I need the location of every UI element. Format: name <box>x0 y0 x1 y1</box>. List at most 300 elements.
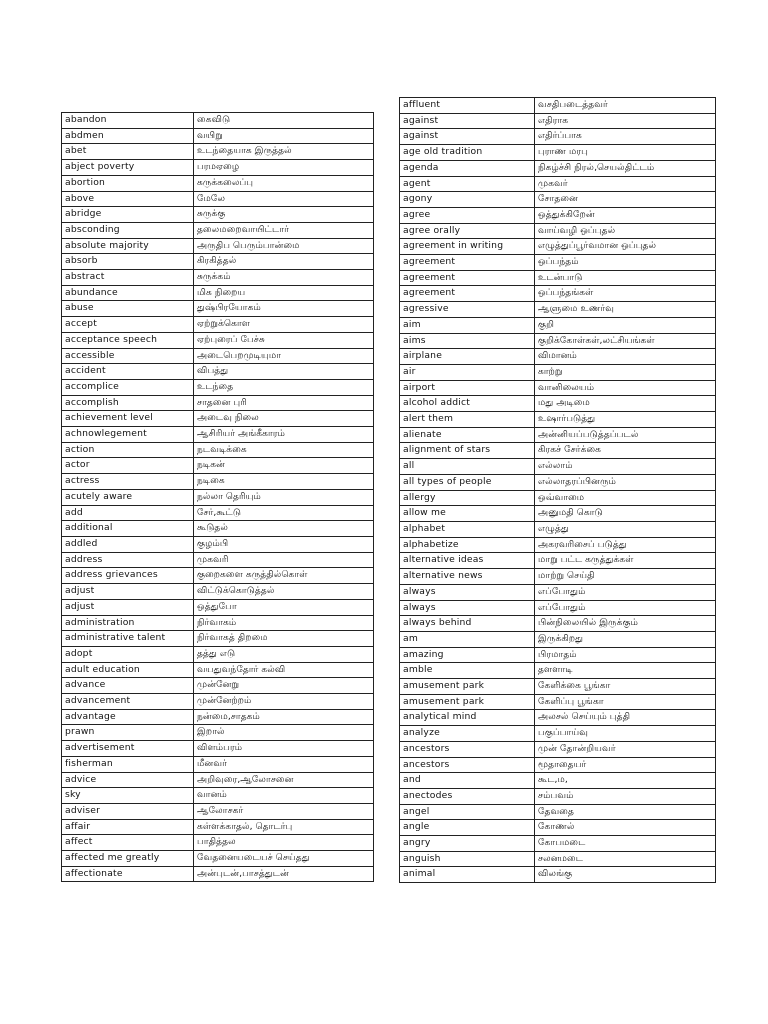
english-word-cell: absorb <box>62 254 194 270</box>
tamil-meaning-cell: அடைபெறமுடியுமா <box>194 348 374 364</box>
table-row <box>62 662 374 678</box>
table-row <box>400 474 716 490</box>
tamil-meaning-cell: அறிவுரை,ஆலோசனை <box>194 772 374 788</box>
tamil-meaning-cell: கள்ளக்காதல், தொடர்பு <box>194 819 374 835</box>
english-word-cell: address <box>62 552 194 568</box>
tamil-meaning-cell: குறைகளை கருத்தில்கொள் <box>194 568 374 584</box>
table-row <box>62 772 374 788</box>
english-word-cell: accept <box>62 317 194 333</box>
tamil-meaning-cell: கேளிக்கை பூங்கா <box>535 679 716 695</box>
table-row <box>62 144 374 160</box>
table-row <box>62 364 374 380</box>
table-row <box>400 223 716 239</box>
tamil-meaning-cell: சம்பவம் <box>535 788 716 804</box>
tamil-meaning-cell: நிர்வாகம் <box>194 615 374 631</box>
tamil-meaning-cell: எதிராக <box>535 113 716 129</box>
tamil-meaning-cell: தேவதை <box>535 804 716 820</box>
right-table-body <box>400 98 716 883</box>
english-word-cell: adjust <box>62 584 194 600</box>
table-row <box>400 255 716 271</box>
english-word-cell: affair <box>62 819 194 835</box>
tamil-meaning-cell: கைவிடு <box>194 113 374 129</box>
tamil-meaning-cell: தத்து எடு <box>194 646 374 662</box>
english-word-cell: affect <box>62 835 194 851</box>
table-row <box>400 317 716 333</box>
table-row <box>400 349 716 365</box>
english-word-cell: actress <box>62 474 194 490</box>
table-row <box>400 631 716 647</box>
english-word-cell: adopt <box>62 646 194 662</box>
table-row <box>400 302 716 318</box>
tamil-meaning-cell: மாற்று செய்தி <box>535 569 716 585</box>
tamil-meaning-cell: மூதாதையர் <box>535 757 716 773</box>
tamil-meaning-cell: சுருக்கம் <box>194 270 374 286</box>
tamil-meaning-cell: முகவர் <box>535 176 716 192</box>
english-word-cell: agreement in writing <box>400 239 535 255</box>
english-word-cell: add <box>62 505 194 521</box>
tamil-meaning-cell: நடிகை <box>194 474 374 490</box>
tamil-meaning-cell: உடன்பாடு <box>535 270 716 286</box>
english-word-cell: agressive <box>400 302 535 318</box>
tamil-meaning-cell: நிர்வாகத் திறமை <box>194 631 374 647</box>
vocabulary-table-left <box>61 112 374 882</box>
english-word-cell: all types of people <box>400 474 535 490</box>
table-row <box>400 773 716 789</box>
english-word-cell: accomplice <box>62 379 194 395</box>
english-word-cell: anguish <box>400 851 535 867</box>
table-row <box>400 647 716 663</box>
english-word-cell: prawn <box>62 725 194 741</box>
english-word-cell: always <box>400 600 535 616</box>
tamil-meaning-cell: சலனமடை <box>535 851 716 867</box>
tamil-meaning-cell: குழம்பி <box>194 536 374 552</box>
tamil-meaning-cell: நடவடிக்கை <box>194 442 374 458</box>
table-row <box>400 239 716 255</box>
table-row <box>62 270 374 286</box>
english-word-cell: alignment of stars <box>400 443 535 459</box>
table-row <box>400 443 716 459</box>
english-word-cell: absconding <box>62 222 194 238</box>
tamil-meaning-cell: மது அடிமை <box>535 396 716 412</box>
english-word-cell: agreement <box>400 255 535 271</box>
english-word-cell: against <box>400 113 535 129</box>
table-row <box>62 615 374 631</box>
english-word-cell: agony <box>400 192 535 208</box>
english-word-cell: anectodes <box>400 788 535 804</box>
english-word-cell: angry <box>400 836 535 852</box>
table-row <box>62 694 374 710</box>
tamil-meaning-cell: தளளாடி <box>535 663 716 679</box>
english-word-cell: action <box>62 442 194 458</box>
english-word-cell: advancement <box>62 694 194 710</box>
english-word-cell: abortion <box>62 175 194 191</box>
english-word-cell: air <box>400 364 535 380</box>
english-word-cell: accessible <box>62 348 194 364</box>
english-word-cell: airplane <box>400 349 535 365</box>
tamil-meaning-cell: துஷ்பிரயோகம் <box>194 301 374 317</box>
tamil-meaning-cell: வேதனையடையச் செய்தது <box>194 851 374 867</box>
tamil-meaning-cell: வயதுவந்தோர் கல்வி <box>194 662 374 678</box>
table-row <box>400 396 716 412</box>
english-word-cell: analytical mind <box>400 710 535 726</box>
english-word-cell: abet <box>62 144 194 160</box>
english-word-cell: agree <box>400 207 535 223</box>
table-row <box>400 616 716 632</box>
tamil-meaning-cell: விட்டுக்கொடுத்தல் <box>194 584 374 600</box>
english-word-cell: agree orally <box>400 223 535 239</box>
english-word-cell: always behind <box>400 616 535 632</box>
table-row <box>400 584 716 600</box>
tamil-meaning-cell: அன்புடன்,பாசத்துடன் <box>194 866 374 882</box>
tamil-meaning-cell: ஆலோசகர் <box>194 803 374 819</box>
english-word-cell: actor <box>62 458 194 474</box>
table-row <box>62 411 374 427</box>
table-row <box>62 285 374 301</box>
tamil-meaning-cell: கூட,ம, <box>535 773 716 789</box>
tamil-meaning-cell: முன்னேறு <box>194 678 374 694</box>
table-row <box>400 459 716 475</box>
table-row <box>62 332 374 348</box>
english-word-cell: acutely aware <box>62 489 194 505</box>
table-row <box>400 98 716 114</box>
english-word-cell: addled <box>62 536 194 552</box>
table-row <box>62 584 374 600</box>
table-row <box>62 646 374 662</box>
tamil-meaning-cell: ஏற்றுக்கொள <box>194 317 374 333</box>
tamil-meaning-cell: பின்நிலையில் இருக்கும் <box>535 616 716 632</box>
table-row <box>62 113 374 129</box>
english-word-cell: adult education <box>62 662 194 678</box>
tamil-meaning-cell: எழுத்துப்பூர்வமான ஒப்புதல் <box>535 239 716 255</box>
tamil-meaning-cell: எல்லாதரப்பினரும் <box>535 474 716 490</box>
table-row <box>400 788 716 804</box>
table-row <box>400 757 716 773</box>
tamil-meaning-cell: கிரகச் சேர்க்கை <box>535 443 716 459</box>
table-row <box>62 803 374 819</box>
table-row <box>400 851 716 867</box>
tamil-meaning-cell: ஒவ்வாமை <box>535 490 716 506</box>
tamil-meaning-cell: சுருக்கு <box>194 207 374 223</box>
english-word-cell: achievement level <box>62 411 194 427</box>
table-row <box>62 442 374 458</box>
english-word-cell: administration <box>62 615 194 631</box>
tamil-meaning-cell: உடந்தையாக இருத்தல் <box>194 144 374 160</box>
tamil-meaning-cell: ஏற்புரைப் பேச்சு <box>194 332 374 348</box>
english-word-cell: animal <box>400 867 535 883</box>
table-row <box>400 679 716 695</box>
table-row <box>62 631 374 647</box>
tamil-meaning-cell: மீனவர் <box>194 756 374 772</box>
table-row <box>62 207 374 223</box>
english-word-cell: am <box>400 631 535 647</box>
tamil-meaning-cell: விபத்து <box>194 364 374 380</box>
english-word-cell: alert them <box>400 412 535 428</box>
tamil-meaning-cell: ஒத்துக்கிறேன் <box>535 207 716 223</box>
tamil-meaning-cell: ஆளுமை உணர்வு <box>535 302 716 318</box>
english-word-cell: always <box>400 584 535 600</box>
english-word-cell: aims <box>400 333 535 349</box>
table-row <box>400 380 716 396</box>
table-row <box>62 756 374 772</box>
tamil-meaning-cell: அனுமதி கொடு <box>535 506 716 522</box>
table-row <box>62 552 374 568</box>
tamil-meaning-cell: அருதிப பெரும்பான்மை <box>194 238 374 254</box>
tamil-meaning-cell: ஒப்பந்தங்கள் <box>535 286 716 302</box>
english-word-cell: alternative ideas <box>400 553 535 569</box>
table-row <box>400 867 716 883</box>
tamil-meaning-cell: எப்போதும் <box>535 584 716 600</box>
english-word-cell: achnowlegement <box>62 427 194 443</box>
tamil-meaning-cell: கூடுதல் <box>194 521 374 537</box>
table-row <box>62 222 374 238</box>
tamil-meaning-cell: மாறு பட்ட கருத்துக்கள் <box>535 553 716 569</box>
english-word-cell: advance <box>62 678 194 694</box>
table-row <box>400 490 716 506</box>
vocabulary-table-right <box>399 97 716 883</box>
tamil-meaning-cell: நடிகன் <box>194 458 374 474</box>
table-row <box>400 820 716 836</box>
tamil-meaning-cell: முன்னேற்றம் <box>194 694 374 710</box>
tamil-meaning-cell: உஷார்படுத்து <box>535 412 716 428</box>
table-row <box>62 678 374 694</box>
tamil-meaning-cell: எதிர்ப்பாக <box>535 129 716 145</box>
table-row <box>62 238 374 254</box>
tamil-meaning-cell: ஆசிரியர் அங்கீகாரம் <box>194 427 374 443</box>
english-word-cell: agreement <box>400 270 535 286</box>
table-row <box>62 301 374 317</box>
english-word-cell: angle <box>400 820 535 836</box>
table-row <box>62 505 374 521</box>
english-word-cell: advice <box>62 772 194 788</box>
english-word-cell: abandon <box>62 113 194 129</box>
table-row <box>62 160 374 176</box>
english-word-cell: abject poverty <box>62 160 194 176</box>
tamil-meaning-cell: தலைமறைவாயிட்டார் <box>194 222 374 238</box>
english-word-cell: amusement park <box>400 694 535 710</box>
tamil-meaning-cell: எல்லாம் <box>535 459 716 475</box>
tamil-meaning-cell: அகரவரிசைப் படுத்து <box>535 537 716 553</box>
english-word-cell: sky <box>62 788 194 804</box>
tamil-meaning-cell: அலசல் செய்யும் புத்தி <box>535 710 716 726</box>
tamil-meaning-cell: நன்மை,சாதகம் <box>194 709 374 725</box>
table-row <box>62 536 374 552</box>
english-word-cell: allergy <box>400 490 535 506</box>
table-row <box>400 176 716 192</box>
english-word-cell: allow me <box>400 506 535 522</box>
tamil-meaning-cell: நிகழ்ச்சி நிரல்,செயல்திட்டம் <box>535 160 716 176</box>
tamil-meaning-cell: கருக்கலைப்பு <box>194 175 374 191</box>
english-word-cell: age old tradition <box>400 145 535 161</box>
english-word-cell: all <box>400 459 535 475</box>
tamil-meaning-cell: பிரமாதம் <box>535 647 716 663</box>
english-word-cell: ancestors <box>400 741 535 757</box>
table-row <box>62 851 374 867</box>
english-word-cell: fisherman <box>62 756 194 772</box>
tamil-meaning-cell: சேர்,கூட்டு <box>194 505 374 521</box>
english-word-cell: alphabet <box>400 521 535 537</box>
tamil-meaning-cell: கோணல் <box>535 820 716 836</box>
table-row <box>400 270 716 286</box>
english-word-cell: against <box>400 129 535 145</box>
tamil-meaning-cell: எப்போதும் <box>535 600 716 616</box>
table-row <box>62 379 374 395</box>
english-word-cell: address grievances <box>62 568 194 584</box>
table-row <box>62 819 374 835</box>
english-word-cell: accomplish <box>62 395 194 411</box>
table-row <box>62 725 374 741</box>
english-word-cell: adjust <box>62 599 194 615</box>
table-row <box>62 317 374 333</box>
table-row <box>400 569 716 585</box>
tamil-meaning-cell: கிரகித்தல் <box>194 254 374 270</box>
tamil-meaning-cell: முகவரி <box>194 552 374 568</box>
english-word-cell: alienate <box>400 427 535 443</box>
tamil-meaning-cell: பகுப்பாய்வு <box>535 726 716 742</box>
tamil-meaning-cell: சாதனை புரி <box>194 395 374 411</box>
tamil-meaning-cell: மேலே <box>194 191 374 207</box>
table-row <box>400 553 716 569</box>
tamil-meaning-cell: கோபமடை <box>535 836 716 852</box>
table-row <box>400 663 716 679</box>
tamil-meaning-cell: வசதிபடைத்தவர் <box>535 98 716 114</box>
table-row <box>62 427 374 443</box>
english-word-cell: amazing <box>400 647 535 663</box>
english-word-cell: alcohol addict <box>400 396 535 412</box>
tamil-meaning-cell: விளம்பரம் <box>194 741 374 757</box>
english-word-cell: acceptance speech <box>62 332 194 348</box>
table-row <box>62 128 374 144</box>
english-word-cell: abridge <box>62 207 194 223</box>
table-row <box>62 348 374 364</box>
table-row <box>400 160 716 176</box>
table-row <box>62 599 374 615</box>
table-row <box>400 129 716 145</box>
tamil-meaning-cell: நல்லா தெரியும் <box>194 489 374 505</box>
tamil-meaning-cell: புராண மரபு <box>535 145 716 161</box>
english-word-cell: absolute majority <box>62 238 194 254</box>
english-word-cell: alternative news <box>400 569 535 585</box>
table-row <box>62 175 374 191</box>
table-row <box>62 474 374 490</box>
tamil-meaning-cell: ஒத்துபோ <box>194 599 374 615</box>
english-word-cell: abstract <box>62 270 194 286</box>
english-word-cell: affected me greatly <box>62 851 194 867</box>
tamil-meaning-cell: குறி <box>535 317 716 333</box>
table-row <box>400 333 716 349</box>
english-word-cell: angel <box>400 804 535 820</box>
tamil-meaning-cell: விலங்கு <box>535 867 716 883</box>
english-word-cell: above <box>62 191 194 207</box>
table-row <box>62 254 374 270</box>
english-word-cell: agenda <box>400 160 535 176</box>
tamil-meaning-cell: முன் தோன்றியவர் <box>535 741 716 757</box>
english-word-cell: amble <box>400 663 535 679</box>
table-row <box>400 113 716 129</box>
tamil-meaning-cell: சோதனை <box>535 192 716 208</box>
english-word-cell: amusement park <box>400 679 535 695</box>
table-row <box>62 458 374 474</box>
english-word-cell: abuse <box>62 301 194 317</box>
english-word-cell: and <box>400 773 535 789</box>
table-row <box>400 537 716 553</box>
table-row <box>400 741 716 757</box>
english-word-cell: abundance <box>62 285 194 301</box>
tamil-meaning-cell: பாதித்தல <box>194 835 374 851</box>
table-row <box>400 207 716 223</box>
table-row <box>400 192 716 208</box>
english-word-cell: adviser <box>62 803 194 819</box>
table-row <box>62 835 374 851</box>
tamil-meaning-cell: குறிக்கோள்கள்,லட்சியங்கள் <box>535 333 716 349</box>
tamil-meaning-cell: வயிறு <box>194 128 374 144</box>
tamil-meaning-cell: மிக நிறைய <box>194 285 374 301</box>
english-word-cell: alphabetize <box>400 537 535 553</box>
table-row <box>62 866 374 882</box>
tamil-meaning-cell: வானிலையம் <box>535 380 716 396</box>
left-table-body <box>62 113 374 882</box>
table-row <box>62 709 374 725</box>
table-row <box>400 412 716 428</box>
table-row <box>62 521 374 537</box>
table-row <box>62 191 374 207</box>
tamil-meaning-cell: காற்று <box>535 364 716 380</box>
english-word-cell: ancestors <box>400 757 535 773</box>
tamil-meaning-cell: இருக்கிறது <box>535 631 716 647</box>
table-row <box>62 489 374 505</box>
tamil-meaning-cell: எழுத்து <box>535 521 716 537</box>
english-word-cell: affluent <box>400 98 535 114</box>
english-word-cell: administrative talent <box>62 631 194 647</box>
english-word-cell: agent <box>400 176 535 192</box>
table-row <box>400 145 716 161</box>
table-row <box>400 710 716 726</box>
english-word-cell: agreement <box>400 286 535 302</box>
table-row <box>400 521 716 537</box>
english-word-cell: advertisement <box>62 741 194 757</box>
table-row <box>62 741 374 757</box>
tamil-meaning-cell: ஒப்பந்தம் <box>535 255 716 271</box>
tamil-meaning-cell: வாய்வழி ஒப்புதல் <box>535 223 716 239</box>
english-word-cell: abdmen <box>62 128 194 144</box>
english-word-cell: airport <box>400 380 535 396</box>
table-row <box>400 427 716 443</box>
table-row <box>400 364 716 380</box>
tamil-meaning-cell: வானம் <box>194 788 374 804</box>
tamil-meaning-cell: பரமஏழை <box>194 160 374 176</box>
english-word-cell: aim <box>400 317 535 333</box>
table-row <box>400 726 716 742</box>
english-word-cell: affectionate <box>62 866 194 882</box>
english-word-cell: analyze <box>400 726 535 742</box>
tamil-meaning-cell: அடைவு நிலை <box>194 411 374 427</box>
table-row <box>400 694 716 710</box>
english-word-cell: accident <box>62 364 194 380</box>
tamil-meaning-cell: விமானம் <box>535 349 716 365</box>
english-word-cell: additional <box>62 521 194 537</box>
tamil-meaning-cell: அன்னியப்படுத்தப்படல் <box>535 427 716 443</box>
table-row <box>400 506 716 522</box>
table-row <box>62 568 374 584</box>
table-row <box>62 395 374 411</box>
table-row <box>400 804 716 820</box>
table-row <box>400 286 716 302</box>
table-row <box>400 836 716 852</box>
tamil-meaning-cell: கேளிப்பு பூங்கா <box>535 694 716 710</box>
tamil-meaning-cell: உடந்தை <box>194 379 374 395</box>
table-row <box>400 600 716 616</box>
tamil-meaning-cell: இறால் <box>194 725 374 741</box>
english-word-cell: advantage <box>62 709 194 725</box>
